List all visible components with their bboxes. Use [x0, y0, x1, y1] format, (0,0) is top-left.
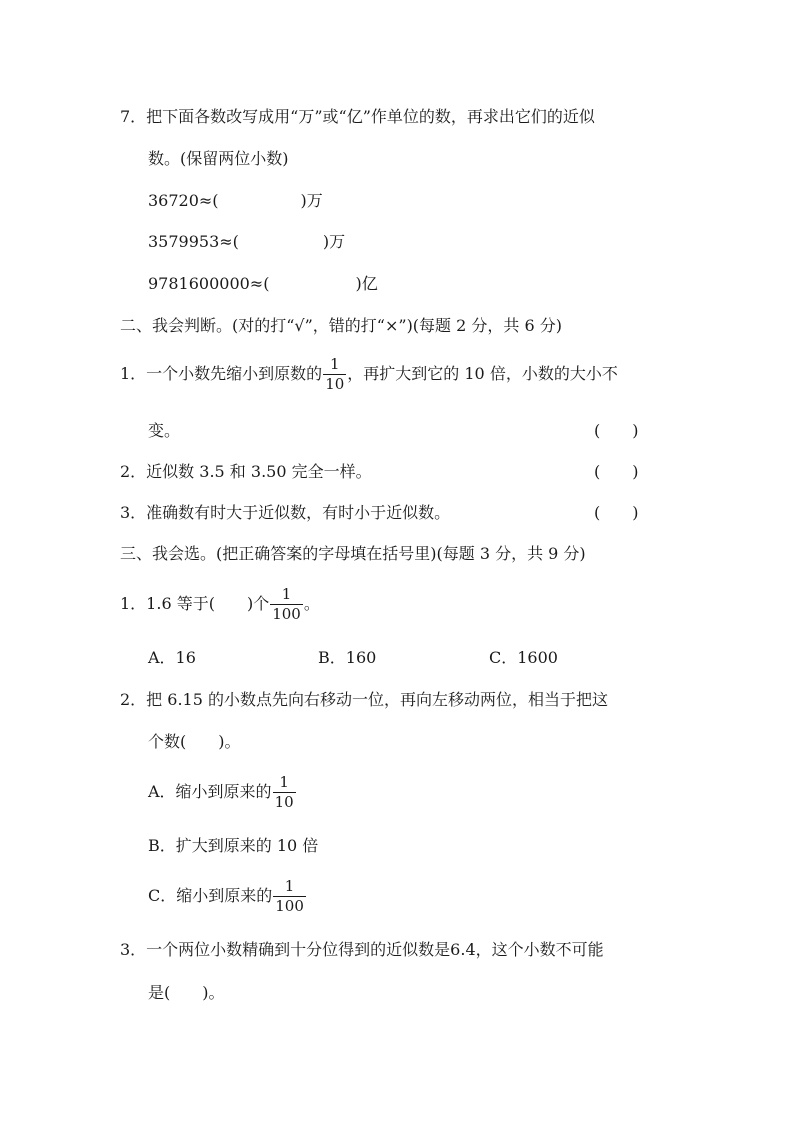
section2-heading: 二、我会判断。(对的打“√”，错的打“×”)(每题 2 分，共 6 分): [120, 316, 562, 335]
q7-item-3-number: 9781600000≈(: [148, 274, 270, 293]
s3-q2-option-c-fraction: [273, 879, 306, 914]
q7-item-2-number: 3579953≈(: [148, 232, 239, 251]
s3-q2-option-c-frac-den: 100: [275, 897, 304, 915]
q7-item-2: [148, 231, 345, 253]
s3-q2-option-a-frac-den: 10: [274, 793, 294, 811]
s3-q1-frac-den: 100: [272, 605, 301, 623]
q7-item-3: [148, 273, 378, 295]
s3-q1-line: [120, 586, 320, 622]
s2-q1-text-after: ，再扩大到它的 10 倍，小数的大小不: [347, 364, 618, 383]
s3-q2-line1: 2．把 6.15 的小数点先向右移动一位，再向左移动两位，相当于把这: [120, 690, 608, 709]
s3-q2-option-a[interactable]: [148, 774, 297, 810]
s2-q3-text: 3．准确数有时大于近似数，有时小于近似数。: [120, 503, 451, 522]
s3-q3-line2: 是( )。: [148, 983, 225, 1002]
q7-line2: 数。(保留两位小数): [148, 149, 289, 168]
q7-item-1-unit: )万: [300, 191, 323, 210]
s3-q1-option-a[interactable]: A．16: [148, 648, 196, 667]
s3-q2-option-a-fraction: [273, 775, 296, 810]
s3-q3-line1: 3．一个两位小数精确到十分位得到的近似数是6.4，这个小数不可能: [120, 940, 604, 959]
s3-q1-text-after: 。: [303, 594, 320, 613]
s3-q2-option-a-frac-num: 1: [279, 773, 289, 791]
s2-q2-text: 2．近似数 3.5 和 3.50 完全一样。: [120, 462, 372, 481]
s2-q1-text-before: 1．一个小数先缩小到原数的: [120, 364, 323, 383]
q7-item-2-unit: )万: [322, 232, 346, 251]
s3-q2-option-c-text: C．缩小到原来的: [148, 886, 273, 905]
s3-q2-option-c[interactable]: [148, 878, 307, 914]
s3-q1-fraction: [270, 587, 303, 622]
s2-q1-line1: [120, 356, 618, 392]
s3-q1-frac-num: 1: [281, 585, 292, 603]
s3-q2-line2: 个数( )。: [148, 732, 241, 751]
q7-line1: 7．把下面各数改写成用“万”或“亿”作单位的数，再求出它们的近似: [120, 107, 595, 126]
section3-heading: 三、我会选。(把正确答案的字母填在括号里)(每题 3 分，共 9 分): [120, 544, 586, 563]
s3-q2-option-a-text: A．缩小到原来的: [148, 782, 272, 801]
s2-q1-line2: 变。: [148, 421, 181, 440]
s3-q2-option-b[interactable]: B．扩大到原来的 10 倍: [148, 836, 319, 855]
q7-item-3-unit: )亿: [355, 274, 378, 293]
q7-item-1-number: 36720≈(: [148, 191, 219, 210]
s3-q1-option-b[interactable]: B．160: [318, 648, 377, 667]
s2-q1-frac-den: 10: [325, 375, 345, 393]
s2-q1-frac-num: 1: [329, 355, 340, 373]
s3-q1-option-c[interactable]: C．1600: [489, 648, 558, 667]
s2-q3-answer-paren[interactable]: ( ): [594, 503, 639, 522]
s2-q2-answer-paren[interactable]: ( ): [594, 462, 639, 481]
s3-q2-option-c-frac-num: 1: [284, 877, 295, 895]
s2-q1-answer-paren[interactable]: ( ): [594, 421, 639, 440]
s3-q1-text-before: 1．1.6 等于( )个: [120, 594, 270, 613]
q7-item-1: [148, 190, 323, 212]
s2-q1-fraction: [323, 357, 346, 392]
